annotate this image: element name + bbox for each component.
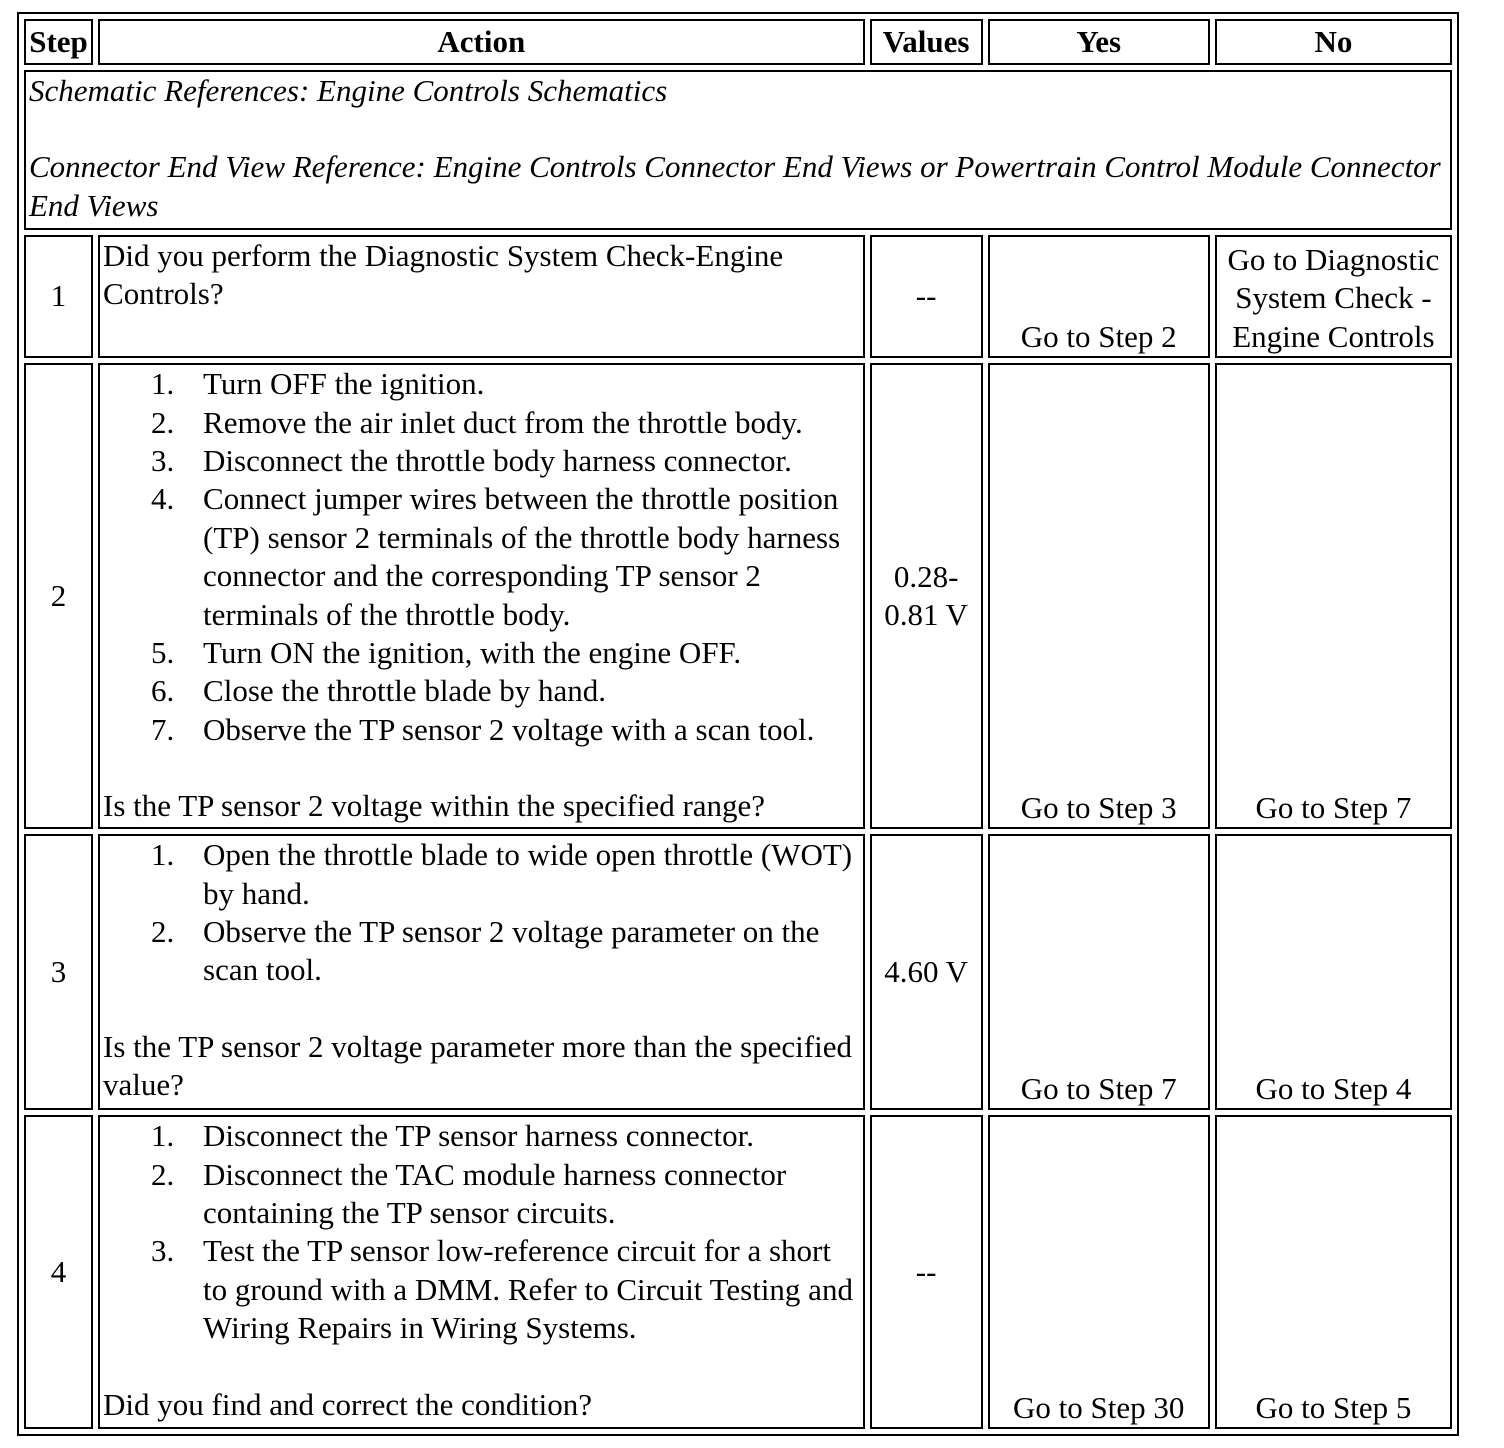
list-item: 3. Disconnect the throttle body harness connector. <box>151 443 792 479</box>
list-item: 3. Test the TP sensor low-reference circuit for a short to ground with a DMM. Refer to Circuit Testing and Wiring Repairs in Wiring Systems. <box>151 1233 853 1346</box>
header-action: Action <box>98 19 865 65</box>
spacer <box>103 990 860 1028</box>
list-item-text: Turn ON the ignition, with the engine OFF. <box>203 635 742 671</box>
instruction-list <box>103 1117 860 1347</box>
table-row-step-4 <box>24 1115 1452 1429</box>
connector-reference: Connector End View Reference: Engine Controls Connector End Views or Powertrain Control Module Connector End Views <box>29 149 1441 223</box>
instruction-list <box>103 365 860 749</box>
values-cell: 4.60 V <box>870 834 983 1110</box>
yes-cell: Go to Step 3 <box>988 363 1210 829</box>
table-row-step-3 <box>24 834 1452 1110</box>
list-item-text: Disconnect the TP sensor harness connector. <box>203 1118 755 1154</box>
no-cell: Go to Step 7 <box>1215 363 1452 829</box>
list-item-text: Observe the TP sensor 2 voltage parameter on the scan tool. <box>203 914 820 988</box>
spacer <box>103 749 860 787</box>
list-item: 1. Turn OFF the ignition. <box>151 366 485 402</box>
list-item: 7. Observe the TP sensor 2 voltage with a scan tool. <box>151 711 815 747</box>
spacer <box>29 110 1447 148</box>
step-number: 2 <box>24 363 93 829</box>
list-item: 4. Connect jumper wires between the throttle position (TP) sensor 2 terminals of the throttle body harness connector and the corresponding TP sensor 2 terminals of the throttle body. <box>151 481 841 632</box>
action-cell <box>98 363 865 829</box>
question-text: Did you find and correct the condition? <box>103 1386 593 1422</box>
question-text: Is the TP sensor 2 voltage parameter more than the specified value? <box>103 1028 852 1103</box>
reference-cell <box>24 70 1452 230</box>
list-item-text: Close the throttle blade by hand. <box>203 673 606 709</box>
list-item: 5. Turn ON the ignition, with the engine OFF. <box>151 635 742 671</box>
list-item-text: Turn OFF the ignition. <box>203 366 485 402</box>
list-item-text: Disconnect the throttle body harness connector. <box>203 443 792 479</box>
instruction-list <box>103 836 860 990</box>
list-item-text: Remove the air inlet duct from the throttle body. <box>203 404 803 440</box>
table-row-step-2 <box>24 363 1452 829</box>
diagnostic-table <box>17 12 1459 1436</box>
list-item: 2. Observe the TP sensor 2 voltage parameter on the scan tool. <box>151 914 820 988</box>
list-item-text: Disconnect the TAC module harness connector containing the TP sensor circuits. <box>203 1156 787 1231</box>
list-item-text: Observe the TP sensor 2 voltage with a scan tool. <box>203 711 815 747</box>
values-cell: -- <box>870 235 983 358</box>
list-item: 6. Close the throttle blade by hand. <box>151 673 606 709</box>
list-item: 1. Disconnect the TP sensor harness connector. <box>151 1118 755 1154</box>
header-yes: Yes <box>988 19 1210 65</box>
no-cell: Go to Step 4 <box>1215 834 1452 1110</box>
step-number: 1 <box>24 235 93 358</box>
yes-cell: Go to Step 30 <box>988 1115 1210 1429</box>
header-step: Step <box>24 19 93 65</box>
header-no: No <box>1215 19 1452 65</box>
step-number: 4 <box>24 1115 93 1429</box>
no-cell: Go to Diagnostic System Check - Engine Controls <box>1215 235 1452 358</box>
header-row <box>24 19 1452 65</box>
list-item: 1. Open the throttle blade to wide open throttle (WOT) by hand. <box>151 837 853 911</box>
spacer <box>103 1348 860 1386</box>
schematic-reference: Schematic References: Engine Controls Schematics <box>29 73 668 108</box>
action-cell <box>98 834 865 1110</box>
yes-cell: Go to Step 7 <box>988 834 1210 1110</box>
values-cell: 0.28-0.81 V <box>870 363 983 829</box>
list-item: 2. Remove the air inlet duct from the throttle body. <box>151 404 803 440</box>
step-number: 3 <box>24 834 93 1110</box>
table-row-step-1 <box>24 235 1452 358</box>
list-item: 2. Disconnect the TAC module harness connector containing the TP sensor circuits. <box>151 1156 787 1231</box>
list-item-text: Open the throttle blade to wide open throttle (WOT) by hand. <box>203 837 853 911</box>
no-cell: Go to Step 5 <box>1215 1115 1452 1429</box>
action-cell <box>98 235 865 358</box>
list-item-text: Test the TP sensor low-reference circuit for a short to ground with a DMM. Refer to Circuit Testing and Wiring Repairs in Wiring Systems. <box>203 1233 853 1346</box>
action-cell <box>98 1115 865 1429</box>
yes-cell: Go to Step 2 <box>988 235 1210 358</box>
question-text: Did you perform the Diagnostic System Check-Engine Controls? <box>103 238 784 312</box>
page <box>17 12 1459 1436</box>
reference-row <box>24 70 1452 230</box>
question-text: Is the TP sensor 2 voltage within the specified range? <box>103 788 766 824</box>
header-values: Values <box>870 19 983 65</box>
list-item-text: Connect jumper wires between the throttle position (TP) sensor 2 terminals of the throttle body harness connector and the corresponding TP sensor 2 terminals of the throttle body. <box>203 481 841 632</box>
values-cell: -- <box>870 1115 983 1429</box>
